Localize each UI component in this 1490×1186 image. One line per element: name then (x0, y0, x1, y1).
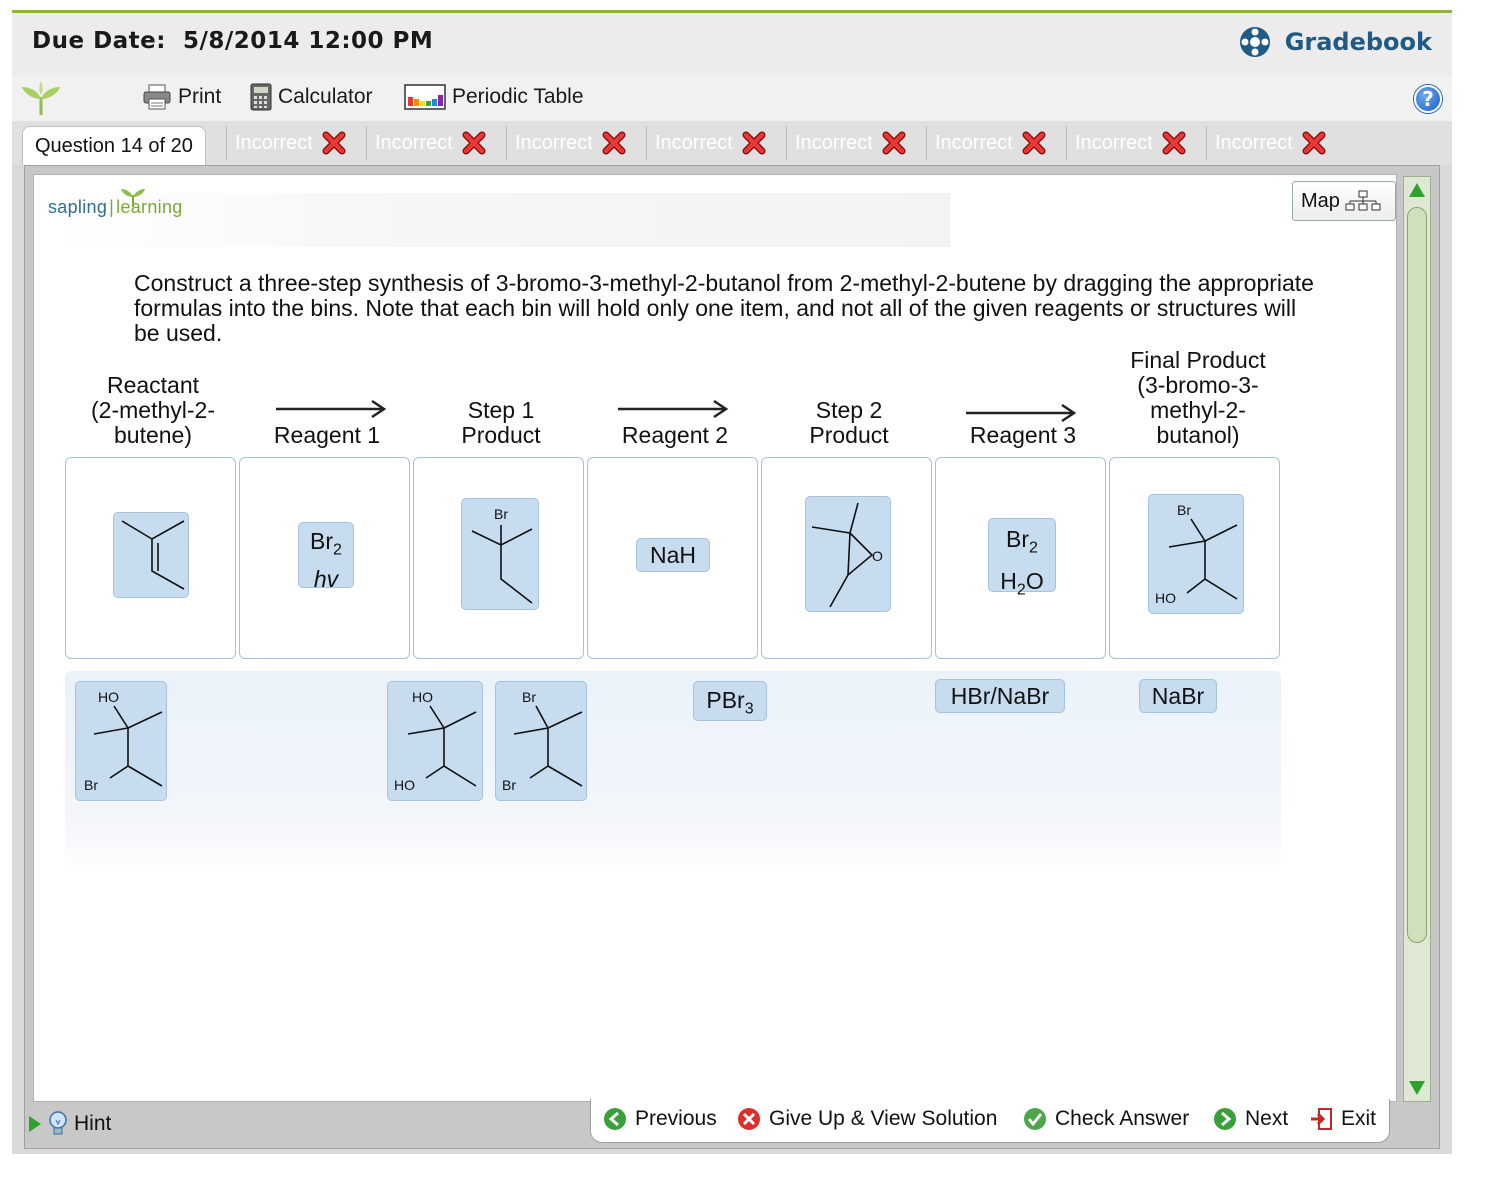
label-step-2-product: Step 2 Product (809, 397, 889, 448)
incorrect-x-icon (1021, 130, 1047, 156)
reagent-br2-h2o[interactable]: $Br_2$ $H_2O$ (988, 518, 1056, 592)
logo-text-sapling: sapling (48, 197, 108, 217)
reagent-br2-hv[interactable]: $Br_2$ hv (298, 522, 354, 588)
question-content (33, 174, 1397, 1102)
calculator-label: Calculator (278, 85, 373, 108)
print-button[interactable] (142, 83, 221, 111)
structure-bromohydrin-option[interactable] (75, 681, 167, 801)
map-label: Map (1301, 189, 1340, 212)
structure-diol-option[interactable] (387, 681, 483, 801)
bin-reactant[interactable] (65, 457, 236, 659)
svg-text:HO: HO (412, 689, 433, 705)
question-tabs (12, 121, 1452, 165)
vertical-scrollbar[interactable] (1403, 176, 1431, 1102)
bin-reagent-3[interactable] (935, 457, 1106, 659)
scroll-thumb[interactable] (1407, 207, 1427, 943)
label-final-product: Final Product (3-bromo-3- methyl-2- butanol) (1130, 347, 1266, 448)
incorrect-x-icon (461, 130, 487, 156)
tab-attempt-label: Incorrect (935, 131, 1013, 154)
bin-reagent-2[interactable] (587, 457, 758, 659)
map-button[interactable] (1292, 181, 1396, 221)
svg-text:Br: Br (502, 777, 516, 793)
reaction-arrow-2 (616, 399, 732, 419)
svg-text:HO: HO (394, 777, 415, 793)
next-button[interactable]: Next (1213, 1107, 1288, 1131)
periodic-table-button[interactable] (404, 83, 584, 111)
tab-attempt-8[interactable] (1206, 126, 1327, 160)
tab-attempt-label: Incorrect (795, 131, 873, 154)
scroll-down-arrow-icon[interactable] (1409, 1081, 1425, 1095)
gradebook-icon (1239, 26, 1271, 58)
due-date-value: 5/8/2014 12:00 PM (183, 28, 434, 54)
periodic-table-label: Periodic Table (452, 85, 584, 108)
next-arrow-icon (1213, 1107, 1237, 1131)
expand-triangle-icon (28, 1115, 42, 1133)
incorrect-x-icon (881, 130, 907, 156)
tab-attempt-7[interactable] (1066, 126, 1187, 160)
label-reagent-3: Reagent 3 (969, 422, 1077, 448)
previous-arrow-icon (603, 1107, 627, 1131)
label-step-1-product: Step 1 Product (461, 397, 541, 448)
structure-2-bromo-2-methylbutane[interactable] (461, 498, 539, 610)
hint-label: Hint (74, 1112, 112, 1135)
tab-attempt-label: Incorrect (1075, 131, 1153, 154)
give-up-x-icon (737, 1107, 761, 1131)
svg-text:O: O (872, 548, 883, 564)
exit-door-icon (1309, 1107, 1333, 1131)
reagent-hbr-nabr[interactable]: HBr/NaBr (935, 679, 1065, 713)
svg-text:Br: Br (1177, 502, 1191, 518)
bin-final-product[interactable] (1109, 457, 1280, 659)
gradebook-link[interactable] (1239, 26, 1432, 58)
question-frame (24, 165, 1440, 1149)
due-date-label: Due Date: (32, 28, 166, 54)
answer-pool (65, 671, 1281, 875)
app-window (12, 10, 1452, 1154)
check-answer-button[interactable]: Check Answer (1023, 1107, 1189, 1131)
logo-text-learning: learning (116, 197, 183, 217)
label-reactant: Reactant (2-methyl-2- butene) (91, 372, 215, 448)
printer-icon (142, 83, 172, 111)
tab-attempt-label: Incorrect (375, 131, 453, 154)
lightbulb-icon (48, 1111, 68, 1137)
due-date (32, 28, 433, 54)
bin-step-1-product[interactable] (413, 457, 584, 659)
reaction-arrow-3 (964, 403, 1080, 423)
reagent-nabr[interactable]: NaBr (1139, 679, 1217, 713)
tab-attempt-1[interactable] (226, 126, 347, 160)
svg-text:Br: Br (494, 506, 508, 522)
reagent-pbr3[interactable]: PBr$_3$ (693, 681, 767, 721)
incorrect-x-icon (1301, 130, 1327, 156)
tab-attempt-label: Incorrect (235, 131, 313, 154)
exit-button[interactable]: Exit (1309, 1107, 1376, 1131)
tab-attempt-label: Incorrect (655, 131, 733, 154)
tab-attempt-label: Incorrect (1215, 131, 1293, 154)
help-icon[interactable]: ? (1414, 85, 1442, 113)
toolbar (12, 75, 1452, 121)
reaction-arrow-1 (274, 399, 390, 419)
tab-attempt-label: Incorrect (515, 131, 593, 154)
map-tree-icon (1344, 190, 1382, 212)
give-up-view-solution-button[interactable]: Give Up & View Solution (737, 1107, 997, 1131)
tab-attempt-5[interactable] (786, 126, 907, 160)
svg-text:Br: Br (522, 689, 536, 705)
bin-step-2-product[interactable] (761, 457, 932, 659)
label-reagent-2: Reagent 2 (621, 422, 729, 448)
previous-button[interactable]: Previous (603, 1107, 717, 1131)
svg-text:HO: HO (1155, 590, 1176, 606)
svg-text:HO: HO (98, 689, 119, 705)
calculator-button[interactable] (250, 83, 373, 111)
tab-current-question[interactable]: Question 14 of 20 (22, 126, 206, 165)
incorrect-x-icon (321, 130, 347, 156)
sapling-learning-logo: sapling | learning (48, 197, 183, 217)
scroll-up-arrow-icon[interactable] (1409, 183, 1425, 197)
question-instructions: Construct a three-step synthesis of 3-bromo-3-methyl-2-butanol from 2-methyl-2-butene by dragging the appropriate formulas into the bins. Note that each bin will hold only one item, and not all of the given reagents or structures will be used. (134, 270, 1314, 346)
tab-attempt-3[interactable] (506, 126, 627, 160)
hint-toggle[interactable] (28, 1111, 111, 1137)
incorrect-x-icon (1161, 130, 1187, 156)
tab-attempt-4[interactable] (646, 126, 767, 160)
logo-banner (50, 193, 950, 247)
periodic-table-icon (404, 83, 446, 111)
gradebook-label: Gradebook (1284, 28, 1432, 56)
structure-2-methyl-2-butene[interactable] (113, 512, 189, 598)
tab-attempt-2[interactable] (366, 126, 487, 160)
tab-attempt-6[interactable] (926, 126, 1047, 160)
structure-epoxide[interactable] (805, 496, 891, 612)
incorrect-x-icon (741, 130, 767, 156)
header-bar (12, 13, 1452, 75)
reagent-nah[interactable]: NaH (636, 538, 710, 572)
label-reagent-1: Reagent 1 (273, 422, 381, 448)
bin-reagent-1[interactable] (239, 457, 410, 659)
logo-sprout-icon (118, 185, 148, 207)
svg-text:Br: Br (84, 777, 98, 793)
action-bar (590, 1099, 1390, 1143)
incorrect-x-icon (601, 130, 627, 156)
structure-dibromide-option[interactable] (495, 681, 587, 801)
structure-3-bromo-3-methyl-2-butanol[interactable] (1148, 494, 1244, 614)
print-label: Print (178, 85, 222, 108)
check-icon (1023, 1107, 1047, 1131)
calculator-icon (250, 83, 272, 111)
sapling-leaf-icon (18, 79, 64, 117)
